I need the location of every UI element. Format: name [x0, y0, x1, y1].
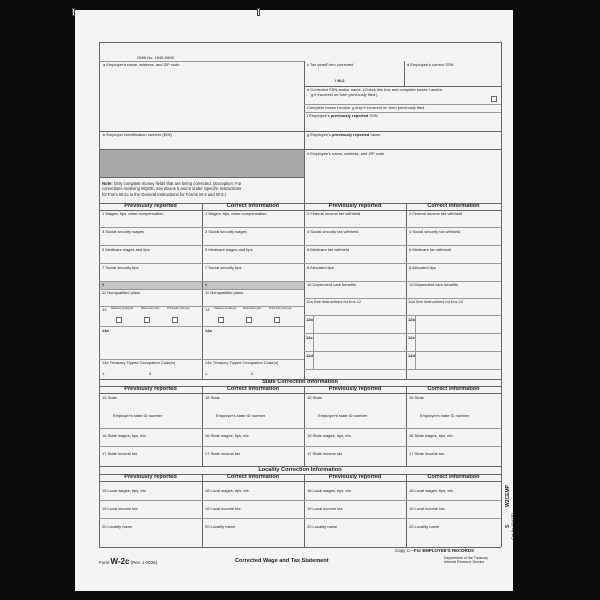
form-title: Corrected Wage and Tax Statement [235, 558, 329, 564]
irs-label: Internal Revenue Service [444, 560, 485, 564]
box-15-col3: 15 State [307, 395, 322, 400]
state-right-corr-header: Correct information [427, 386, 480, 392]
left-corr-header: Correct information [226, 203, 280, 209]
state-left-corr-header: Correct information [226, 386, 280, 392]
row-line [99, 326, 304, 327]
omb-number: OMB No. 1545-0008 [137, 55, 174, 60]
state-header: State Correction Information [262, 379, 338, 385]
box-3-corr: 3 Social security wages [205, 229, 247, 234]
left-prev-header: Previously reported [124, 203, 177, 209]
box-6-corr: 6 Medicare tax withheld [409, 247, 452, 252]
box-7-prev: 7 Social security tips [102, 265, 139, 270]
state-colhead-bottom [99, 393, 501, 394]
state-divider-3 [406, 386, 407, 466]
state-divider-2 [304, 386, 305, 466]
row-line [99, 245, 304, 246]
form-label: Form [99, 560, 110, 565]
row-line [99, 227, 304, 228]
box-5-prev: 5 Medicare wages and tips [102, 247, 150, 252]
box-8-corr: 8 Allocated tips [409, 265, 436, 270]
box-14a-prev: 14a [102, 328, 109, 333]
retirement-checkbox-prev[interactable] [144, 317, 150, 323]
local-divider-1 [202, 474, 203, 547]
local-header: Locality Correction Information [258, 467, 342, 473]
row-line [304, 263, 501, 264]
box-20-col2: 20 Locality name [205, 524, 236, 529]
form-id [99, 557, 157, 566]
local-right-corr-header: Correct information [427, 474, 480, 480]
box-5-corr: 5 Medicare wages and tips [205, 247, 253, 252]
box-20-col1: 20 Locality name [102, 524, 133, 529]
box-f-label: f Employee's previously reported SSN [307, 113, 378, 118]
box-16-col4: 16 State wages, tips, etc. [409, 433, 454, 438]
row-line [304, 227, 501, 228]
box-20-col4: 20 Locality name [409, 524, 440, 529]
row-line [99, 518, 501, 519]
row-line [99, 263, 304, 264]
money-divider-2 [304, 203, 305, 379]
box-8-prev: 8 Allocated tips [307, 265, 334, 270]
box-19-col4: 19 Local income tax [409, 506, 445, 511]
box-2-corr: 2 Federal income tax withheld [409, 211, 463, 216]
box-12b-prev: 12b [306, 317, 313, 322]
box-10-corr: 10 Dependent care benefits [409, 282, 459, 287]
side-small: Cat. No. 61437D [511, 513, 515, 540]
dept-treasury: Department of the Treasury [444, 556, 488, 560]
statutory-checkbox-prev[interactable] [116, 317, 122, 323]
box-9-prev: 9 [102, 282, 105, 287]
box-16-col3: 16 State wages, tips, etc. [307, 433, 352, 438]
row-line [99, 500, 501, 501]
row-line [304, 245, 501, 246]
row-line [99, 446, 501, 447]
box-14b-sub2-prev: 2. [149, 371, 153, 376]
form-name: W-2c [110, 557, 130, 566]
box-4-corr: 4 Social security tax withheld [409, 229, 461, 234]
box-4-prev: 4 Social security tax withheld [307, 229, 359, 234]
local-divider-3 [406, 474, 407, 547]
box-b-label: b Employer identification number (EIN) [103, 132, 172, 137]
box-15-col1: 15 State [102, 395, 117, 400]
box-c-value: / W-2 [335, 78, 345, 83]
box-12-code-line [415, 315, 416, 369]
box-18-col2: 18 Local wages, tips, etc. [205, 488, 250, 493]
box-12d-corr: 12d [408, 353, 415, 358]
box-12c-prev: 12c [306, 335, 313, 340]
state-id-col2: Employer's state ID number [216, 413, 266, 418]
box-14b-sub2-corr: 2. [251, 371, 255, 376]
retirement-label-prev: Retirement plan [141, 307, 160, 310]
box-18-col1: 18 Local wages, tips, etc. [102, 488, 147, 493]
box-16-col2: 16 State wages, tips, etc. [205, 433, 250, 438]
note-text [102, 181, 302, 197]
state-left-prev-header: Previously reported [124, 386, 177, 392]
row-line [304, 315, 501, 316]
box-17-col1: 17 State income tax [102, 451, 138, 456]
box-11-corr: 11 Nonqualified plans [205, 290, 244, 295]
box-19-col3: 19 Local income tax [307, 506, 343, 511]
box-14b-sub1-corr: 1. [205, 371, 209, 376]
box-18-col4: 18 Local wages, tips, etc. [409, 488, 454, 493]
box-9-corr: 9 [205, 282, 208, 287]
box-14b-sub1-prev: 1. [102, 371, 106, 376]
retirement-checkbox-corr[interactable] [246, 317, 252, 323]
box-e-line1: e Corrected SSN and/or name. (Check this box and complete boxes f and/or [307, 87, 443, 92]
box-19-col1: 19 Local income tax [102, 506, 138, 511]
statutory-checkbox-corr[interactable] [218, 317, 224, 323]
note-line-2: corrections involving MQGE, see Boxes 5 and 6 under Specific Instructions [102, 186, 242, 192]
thirdparty-checkbox-prev[interactable] [172, 317, 178, 323]
note-line-3: for Form W-2c in the General Instructions for Forms W-2 and W-3.) [102, 191, 227, 197]
row-line [304, 333, 501, 334]
box-12b-corr: 12b [408, 317, 415, 322]
box-16-col1: 16 State wages, tips, etc. [102, 433, 147, 438]
box-1-corr: 1 Wages, tips, other compensation [205, 211, 267, 216]
side-code-strip [505, 485, 517, 577]
state-right-prev-header: Previously reported [328, 386, 382, 392]
right-corr-header: Correct information [427, 203, 480, 209]
statutory-label-corr: Statutory employee [214, 307, 237, 310]
statutory-label-prev: Statutory employee [111, 307, 134, 310]
box-13-corr: 13 [205, 307, 210, 312]
form-border-right [501, 42, 502, 547]
box-a-label: a Employer's name, address, and ZIP code [103, 62, 180, 67]
thirdparty-label-prev: Third-party sick pay [167, 307, 190, 310]
row-line [99, 428, 501, 429]
shade-bottom [99, 177, 304, 178]
box-11-prev: 11 Nonqualified plans [102, 290, 141, 295]
top-divider [304, 61, 305, 203]
box-17-col2: 17 State income tax [205, 451, 241, 456]
box-c-label: c Tax year/Form corrected [307, 62, 354, 67]
copy-c-label: Copy C—For EMPLOYEE'S RECORDS [395, 548, 474, 553]
box-12d-prev: 12d [306, 353, 313, 358]
box-18-col3: 18 Local wages, tips, etc. [307, 488, 352, 493]
w2c-form [99, 42, 501, 572]
box-2-prev: 2 Federal income tax withheld [307, 211, 361, 216]
state-divider-1 [202, 386, 203, 466]
box-9-shade-prev [100, 282, 202, 289]
complete-note: Complete boxes f and/or g only if incorrect on form previously filed. [307, 105, 426, 110]
box-14a-corr: 14a [205, 328, 212, 333]
box-12a-corr: 12a See instructions for box 12 [408, 299, 464, 304]
box-3-prev: 3 Social security wages [102, 229, 144, 234]
box-12a-prev: 12a See instructions for box 12 [306, 299, 362, 304]
box-9-shade-corr [203, 282, 304, 289]
box-12-code-line [313, 315, 314, 369]
box-17-col3: 17 State income tax [307, 451, 343, 456]
box-6-prev: 6 Medicare tax withheld [307, 247, 350, 252]
shaded-area [100, 150, 304, 177]
right-prev-header: Previously reported [328, 203, 382, 209]
perforation-tick-left [72, 8, 75, 16]
note-bold: Note: [102, 181, 113, 186]
form-border-top [99, 42, 501, 43]
box-19-col2: 19 Local income tax [205, 506, 241, 511]
row-line [304, 351, 501, 352]
note-line-1: Only complete money fields that are being corrected. (Exception: For [113, 181, 242, 186]
thirdparty-label-corr: Third-party sick pay [269, 307, 292, 310]
box-20-col3: 20 Locality name [307, 524, 338, 529]
local-right-prev-header: Previously reported [328, 474, 382, 480]
local-divider-2 [304, 474, 305, 547]
state-id-col1: Employer's state ID number [113, 413, 163, 418]
box-14b-prev: 14b Treasury Tipped Occupation Code(s) [102, 360, 176, 365]
box-12c-corr: 12c [408, 335, 415, 340]
side-number: 5 [505, 525, 511, 528]
box-17-col4: 17 State income tax [409, 451, 445, 456]
row-line [304, 369, 501, 370]
box-e-checkbox[interactable] [491, 96, 497, 102]
retirement-label-corr: Retirement plan [243, 307, 262, 310]
thirdparty-checkbox-corr[interactable] [274, 317, 280, 323]
box-15-col2: 15 State [205, 395, 220, 400]
money-divider-1 [202, 203, 203, 379]
form-revision: (Rev. 1-2026) [130, 560, 158, 565]
c-d-divider [404, 61, 405, 86]
box-10-prev: 10 Dependent care benefits [307, 282, 357, 287]
box-14b-corr: 14b Treasury Tipped Occupation Code(s) [205, 360, 279, 365]
state-id-col4: Employer's state ID number [420, 413, 470, 418]
box-h-label: h Employee's name, address, and ZIP code [307, 151, 385, 156]
local-left-prev-header: Previously reported [124, 474, 177, 480]
side-code: W2CEMP [505, 485, 511, 507]
box-13-prev: 13 [102, 307, 107, 312]
box-e-line2: g if incorrect on form previously filed.) [311, 92, 378, 97]
box-g-bottom [304, 149, 501, 150]
state-id-col3: Employer's state ID number [318, 413, 368, 418]
perforation-tick-right [257, 8, 260, 16]
local-left-corr-header: Correct information [226, 474, 280, 480]
local-colhead-bottom [99, 481, 501, 482]
box-d-label: d Employee's correct SSN [407, 62, 454, 67]
box-g-label: g Employee's previously reported name [307, 132, 381, 137]
box-15-col4: 15 State [409, 395, 424, 400]
box-1-prev: 1 Wages, tips, other compensation [102, 211, 164, 216]
box-7-corr: 7 Social security tips [205, 265, 242, 270]
money-divider-3 [406, 203, 407, 379]
